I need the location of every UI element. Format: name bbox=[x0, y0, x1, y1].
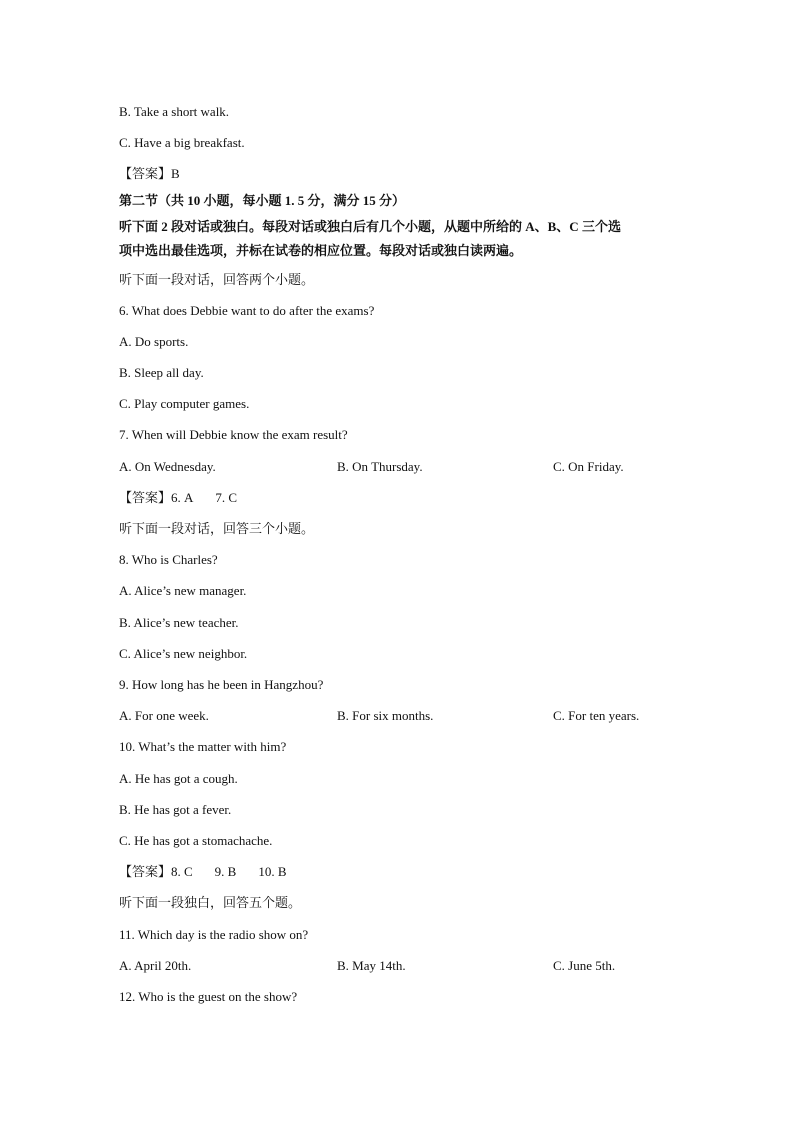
answer-8: 【答案】8. C bbox=[119, 864, 193, 879]
q7-question: 7. When will Debbie know the exam result? bbox=[119, 427, 348, 442]
q6-option-b: B. Sleep all day. bbox=[119, 365, 204, 380]
q8-option-a: A. Alice’s new manager. bbox=[119, 583, 247, 598]
answer-7: 7. C bbox=[215, 490, 238, 505]
section-2-title: 第二节（共 10 小题，每小题 1. 5 分，满分 15 分） bbox=[119, 193, 406, 208]
q10-option-a: A. He has got a cough. bbox=[119, 771, 238, 786]
q10-question: 10. What’s the matter with him? bbox=[119, 739, 287, 754]
q6-question: 6. What does Debbie want to do after the exams? bbox=[119, 303, 375, 318]
q8-option-c: C. Alice’s new neighbor. bbox=[119, 646, 248, 661]
q12-question: 12. Who is the guest on the show? bbox=[119, 989, 298, 1004]
q8-option-b: B. Alice’s new teacher. bbox=[119, 615, 239, 630]
dialog-1-intro: 听下面一段对话，回答两个小题。 bbox=[119, 272, 315, 287]
answer-5: 【答案】B bbox=[119, 166, 180, 181]
answer-10: 10. B bbox=[258, 864, 287, 879]
q9-option-c: C. For ten years. bbox=[553, 708, 640, 723]
q9-option-b: B. For six months. bbox=[337, 708, 434, 723]
q5-option-b: B. Take a short walk. bbox=[119, 104, 230, 119]
monolog-intro: 听下面一段独白，回答五个题。 bbox=[119, 895, 302, 910]
section-2-instruction-1: 听下面 2 段对话或独白。每段对话或独白后有几个小题，从题中所给的 A、B、C 三个选 bbox=[119, 219, 621, 234]
answer-6: 【答案】6. A bbox=[119, 490, 194, 505]
q11-option-c: C. June 5th. bbox=[553, 958, 616, 973]
q7-option-c: C. On Friday. bbox=[553, 459, 624, 474]
answer-6-7 bbox=[119, 490, 237, 506]
dialog-2-intro: 听下面一段对话，回答三个小题。 bbox=[119, 521, 315, 536]
q10-option-b: B. He has got a fever. bbox=[119, 802, 232, 817]
q11-question: 11. Which day is the radio show on? bbox=[119, 927, 309, 942]
q11-option-b: B. May 14th. bbox=[337, 958, 406, 973]
section-2-instruction-2: 项中选出最佳选项，并标在试卷的相应位置。每段对话或独白读两遍。 bbox=[119, 243, 523, 258]
q5-option-c: C. Have a big breakfast. bbox=[119, 135, 245, 150]
q10-option-c: C. He has got a stomachache. bbox=[119, 833, 273, 848]
q6-option-c: C. Play computer games. bbox=[119, 396, 250, 411]
answer-9: 9. B bbox=[214, 864, 237, 879]
q8-question: 8. Who is Charles? bbox=[119, 552, 218, 567]
q11-option-a: A. April 20th. bbox=[119, 958, 192, 973]
q9-question: 9. How long has he been in Hangzhou? bbox=[119, 677, 324, 692]
q6-option-a: A. Do sports. bbox=[119, 334, 189, 349]
q7-option-b: B. On Thursday. bbox=[337, 459, 423, 474]
q9-option-a: A. For one week. bbox=[119, 708, 209, 723]
q7-option-a: A. On Wednesday. bbox=[119, 459, 216, 474]
answer-8-10 bbox=[119, 864, 287, 880]
